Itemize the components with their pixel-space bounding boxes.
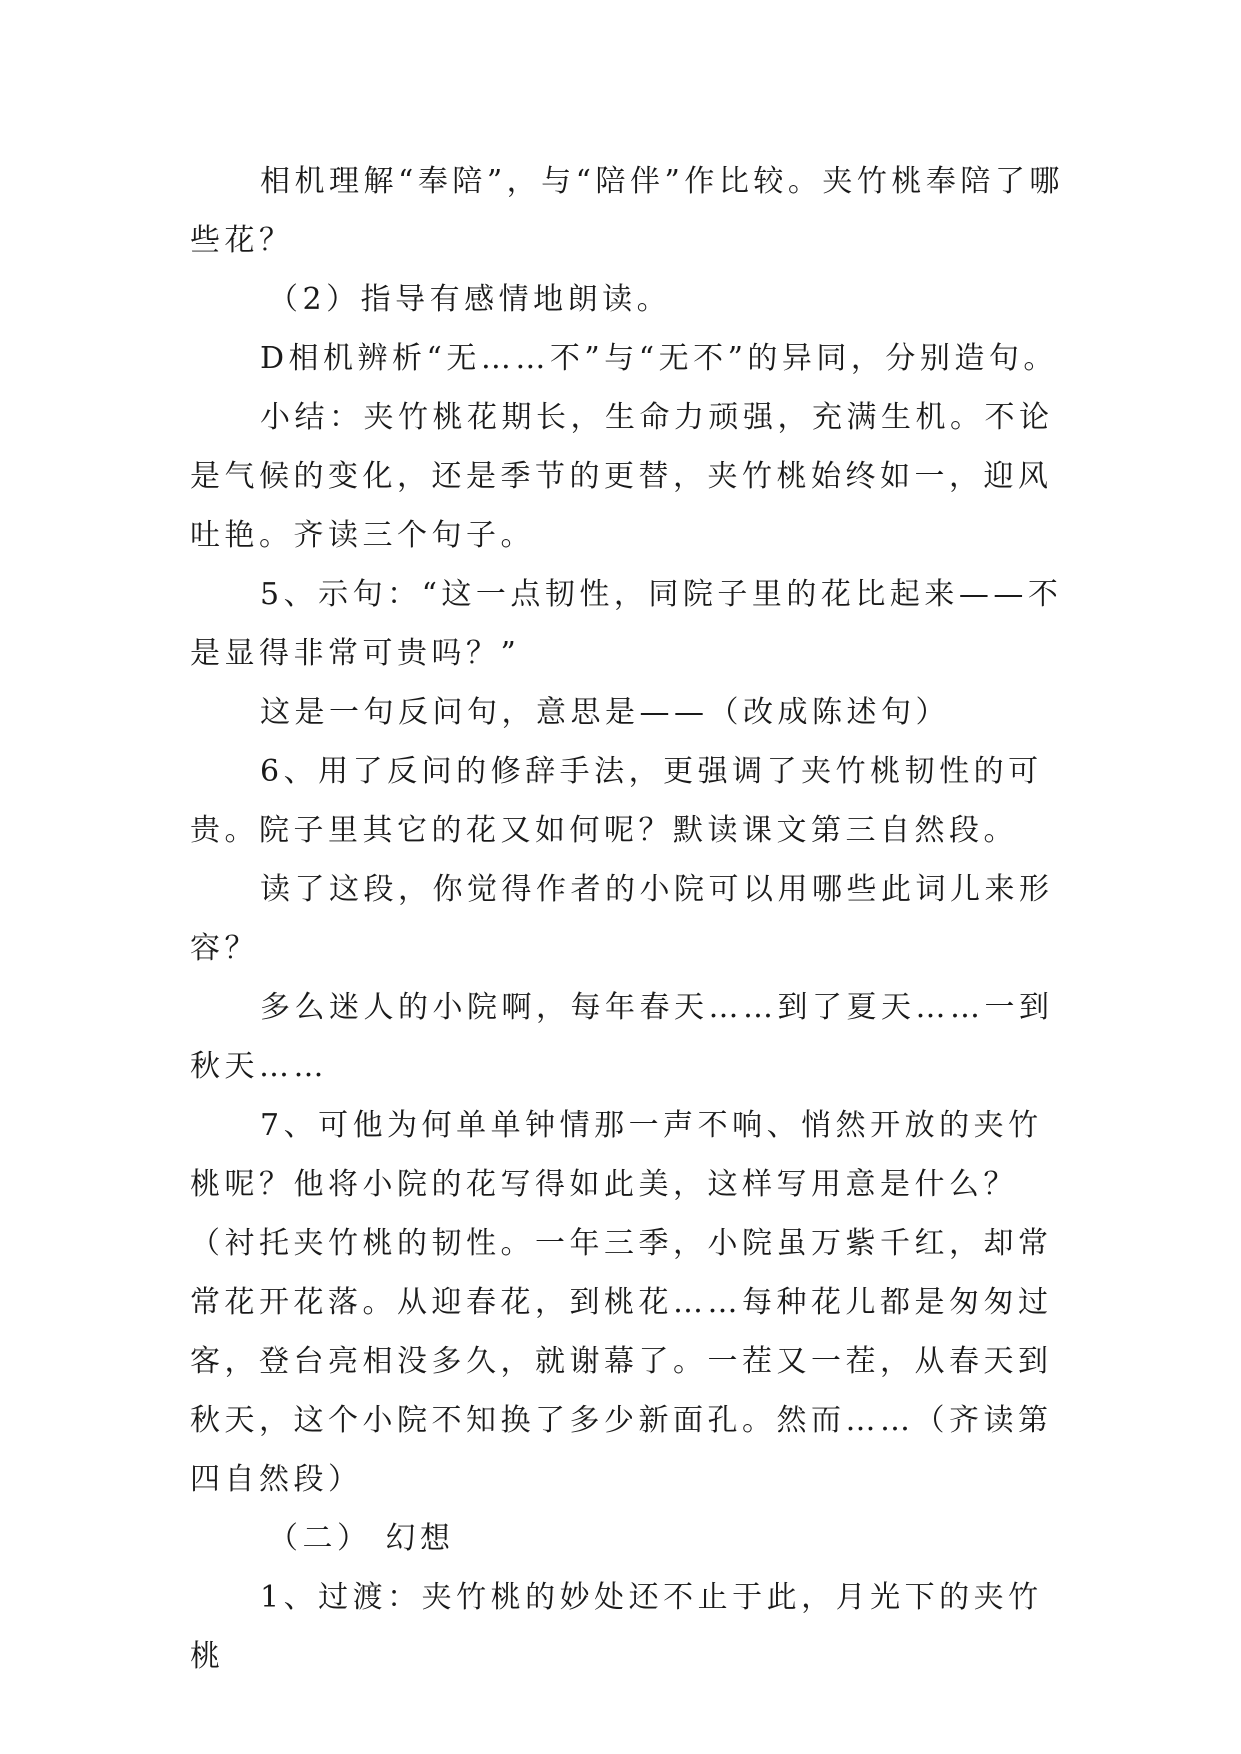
paragraph: D相机辨析“无……不”与“无不”的异同，分别造句。 xyxy=(260,341,1058,376)
paragraph: 1、过渡：夹竹桃的妙处还不止于此，月光下的夹竹桃 xyxy=(190,1580,1043,1674)
paragraph: 相机理解“奉陪”，与“陪伴”作比较。夹竹桃奉陪了哪些花？ xyxy=(190,164,1064,258)
document-body xyxy=(190,152,1070,1686)
paragraph: （2）指导有感情地朗读。 xyxy=(268,282,672,317)
paragraph: 读了这段，你觉得作者的小院可以用哪些此词儿来形容？ xyxy=(190,872,1054,966)
paragraph: 这是一句反问句，意思是——（改成陈述句） xyxy=(260,695,950,730)
paragraph: 5、示句：“这一点韧性，同院子里的花比起来——不是显得非常可贵吗？” xyxy=(190,577,1063,671)
paragraph: 7、可他为何单单钟情那一声不响、悄然开放的夹竹桃呢？他将小院的花写得如此美，这样写用意是什么？（衬托夹竹桃的韧性。一年三季，小院虽万紫千红，却常常花开花落。从迎春花，到桃花……每种花儿都是匆匆过客，登台亮相没多久，就谢幕了。一茬又一茬，从春天到秋天，这个小院不知换了多少新面孔。然而……（齐读第四自然段） xyxy=(190,1108,1053,1497)
paragraph: 多么迷人的小院啊，每年春天……到了夏天……一到秋天…… xyxy=(190,990,1054,1084)
section-heading: （二） 幻想 xyxy=(268,1521,455,1556)
paragraph: 小结：夹竹桃花期长，生命力顽强，充满生机。不论是气候的变化，还是季节的更替，夹竹桃始终如一，迎风吐艳。齐读三个句子。 xyxy=(190,400,1054,553)
paragraph: 6、用了反问的修辞手法，更强调了夹竹桃韧性的可贵。院子里其它的花又如何呢？默读课文第三自然段。 xyxy=(190,754,1043,848)
